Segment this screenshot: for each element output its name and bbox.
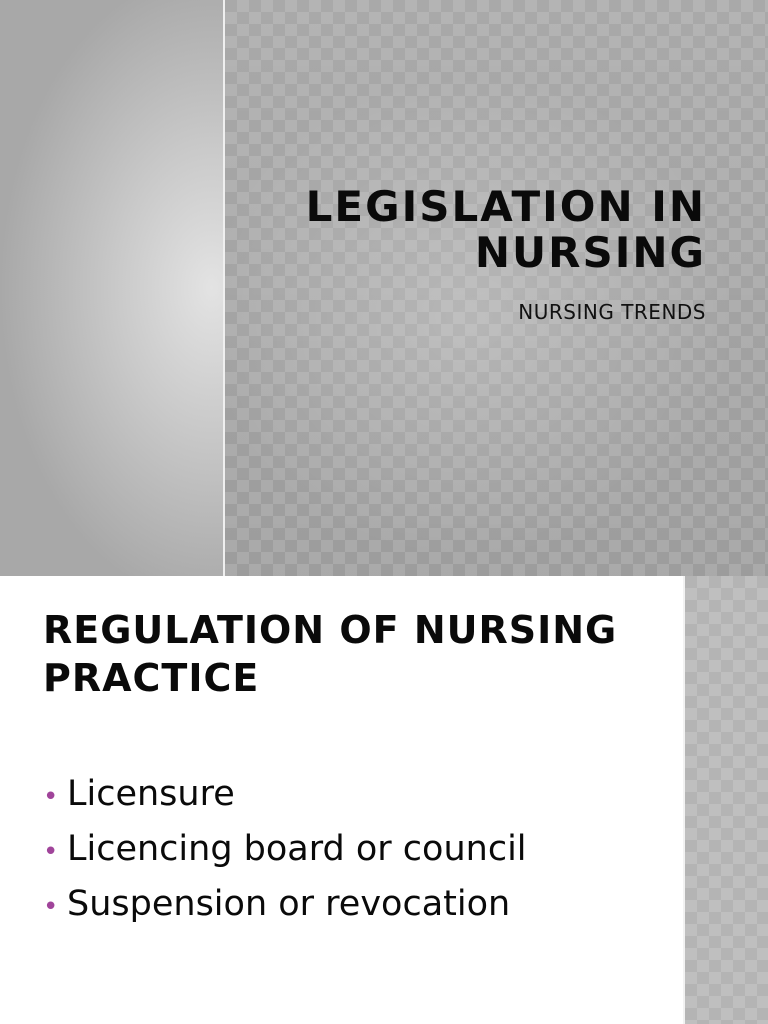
patterned-side-strip bbox=[685, 576, 768, 1024]
bullet-icon: • bbox=[43, 782, 59, 812]
bullet-text: Licensure bbox=[67, 774, 235, 814]
bullet-icon: • bbox=[43, 837, 59, 867]
slide-title: LEGISLATION IN NURSING bbox=[305, 182, 706, 277]
list-item bbox=[43, 768, 663, 823]
bullet-text: Licencing board or council bbox=[67, 829, 527, 869]
list-item bbox=[43, 823, 663, 878]
content-slide bbox=[0, 576, 768, 1024]
left-gradient-panel bbox=[0, 0, 223, 576]
bullet-text: Suspension or revocation bbox=[67, 884, 511, 924]
bullet-icon: • bbox=[43, 892, 59, 922]
slide-subtitle: NURSING TRENDS bbox=[518, 300, 706, 324]
bullet-list bbox=[43, 768, 663, 933]
content-slide-title: REGULATION OF NURSING PRACTICE bbox=[43, 608, 618, 700]
list-item bbox=[43, 878, 663, 933]
patterned-panel bbox=[225, 0, 768, 576]
